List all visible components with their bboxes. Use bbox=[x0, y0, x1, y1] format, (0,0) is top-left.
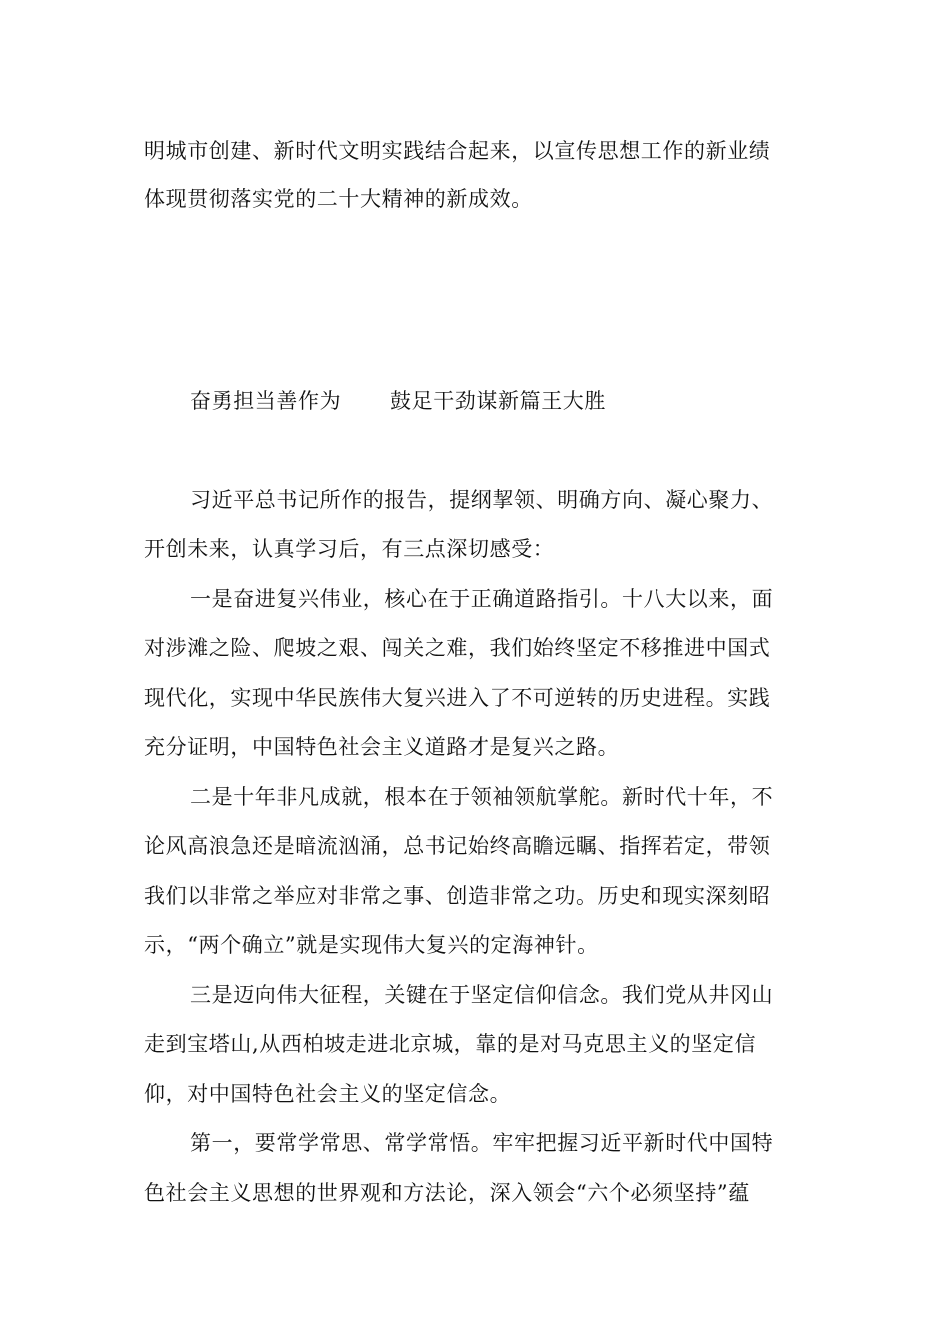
paragraph-line: 三是迈向伟大征程，关键在于坚定信仰信念。我们党从井冈山 bbox=[190, 983, 774, 1007]
paragraph-line: 走到宝塔山,从西柏坡走进北京城，靠的是对马克思主义的坚定信 bbox=[144, 1032, 757, 1056]
paragraph-line: 论风高浪急还是暗流汹涌，总书记始终高瞻远瞩、指挥若定，带领 bbox=[144, 834, 771, 858]
paragraph-line: 示，“两个确立”就是实现伟大复兴的定海神针。 bbox=[144, 933, 599, 957]
paragraph-line: 习近平总书记所作的报告，提纲挈领、明确方向、凝心聚力、 bbox=[190, 488, 774, 512]
paragraph-line: 第一，要常学常思、常学常悟。牢牢把握习近平新时代中国特 bbox=[190, 1131, 774, 1155]
paragraph-line: 仰，对中国特色社会主义的坚定信念。 bbox=[144, 1082, 512, 1106]
paragraph-line: 对涉滩之险、爬坡之艰、闯关之难，我们始终坚定不移推进中国式 bbox=[144, 636, 771, 660]
continuation-line-1: 明城市创建、新时代文明实践结合起来，以宣传思想工作的新业绩 bbox=[144, 139, 771, 163]
paragraph-line: 色社会主义思想的世界观和方法论，深入领会“六个必须坚持”蕴 bbox=[144, 1181, 750, 1205]
section-title-author: 鼓足干劲谋新篇王大胜 bbox=[390, 389, 606, 413]
paragraph-line: 现代化，实现中华民族伟大复兴进入了不可逆转的历史进程。实践 bbox=[144, 686, 771, 710]
paragraph-line: 我们以非常之举应对非常之事、创造非常之功。历史和现实深刻昭 bbox=[144, 884, 771, 908]
section-title-main: 奋勇担当善作为 bbox=[190, 389, 342, 413]
paragraph-line: 开创未来，认真学习后，有三点深切感受： bbox=[144, 537, 555, 561]
paragraph-line: 一是奋进复兴伟业，核心在于正确道路指引。十八大以来，面 bbox=[190, 587, 774, 611]
paragraph-line: 二是十年非凡成就，根本在于领袖领航掌舵。新时代十年，不 bbox=[190, 785, 774, 809]
paragraph-line: 充分证明，中国特色社会主义道路才是复兴之路。 bbox=[144, 735, 620, 759]
continuation-line-2: 体现贯彻落实党的二十大精神的新成效。 bbox=[144, 187, 533, 211]
